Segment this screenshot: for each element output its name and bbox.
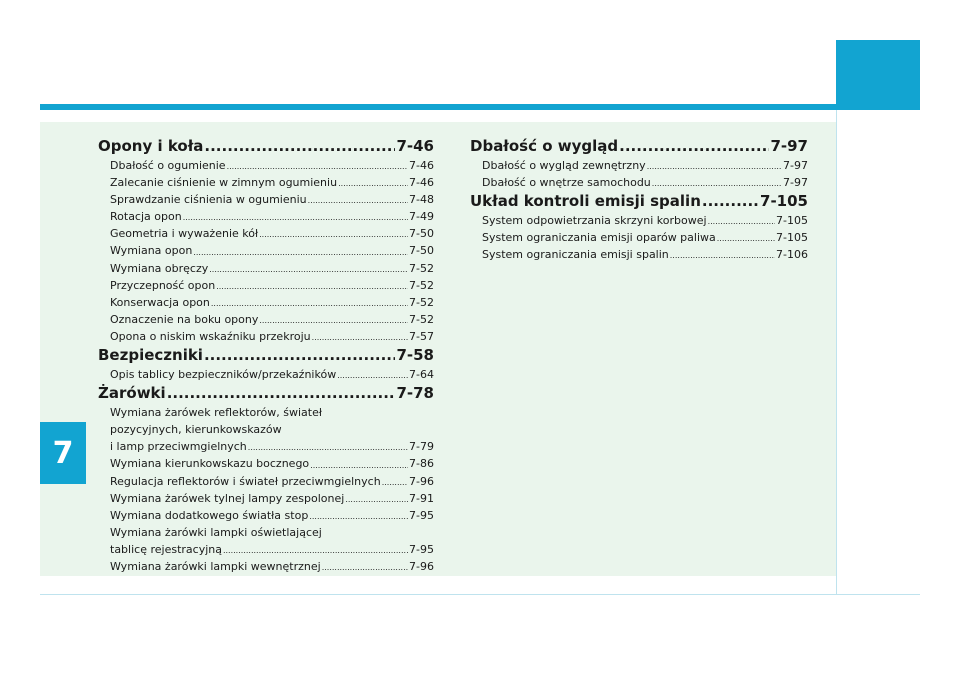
dot-leader (338, 177, 408, 191)
dot-leader (204, 345, 396, 365)
section-title: Bezpieczniki (98, 346, 203, 365)
dot-leader (216, 280, 408, 294)
toc-entry[interactable] (470, 246, 808, 263)
bottom-rule (40, 594, 920, 595)
entry-label: Konserwacja opon (110, 295, 210, 309)
section-page-number: 7-105 (760, 192, 808, 211)
entry-page-number: 7-52 (409, 261, 434, 275)
dot-leader (619, 136, 769, 156)
entry-label: Geometria i wyważenie kół (110, 227, 259, 241)
section-title: Opony i koła (98, 137, 204, 155)
toc-entry[interactable] (98, 277, 434, 294)
entry-page-number: 7-46 (409, 176, 434, 190)
dot-leader (670, 249, 775, 263)
entry-label: Rotacja opon (110, 210, 182, 224)
entry-page-number: 7-46 (409, 159, 434, 172)
toc-entry[interactable] (98, 174, 434, 191)
section-page-number: 7-97 (770, 137, 808, 155)
entry-label: Wymiana żarówek tylnej lampy zespolonej (110, 491, 345, 505)
dot-leader (209, 263, 408, 277)
toc-entry[interactable] (98, 311, 434, 328)
dot-leader (259, 314, 408, 328)
section-page-number: 7-58 (396, 346, 434, 365)
toc-entry[interactable] (98, 328, 434, 345)
entry-label: Wymiana obręczy (110, 261, 209, 275)
entry-page-number: 7-96 (409, 474, 434, 488)
toc-entry[interactable] (98, 366, 434, 383)
toc-entry[interactable] (98, 225, 434, 242)
dot-leader (183, 211, 408, 225)
entry-label: System odpowietrzania skrzyni korbowej (482, 214, 707, 228)
toc-entry[interactable] (470, 229, 808, 246)
entry-page-number: 7-79 (409, 440, 434, 454)
dot-leader (167, 383, 396, 403)
toc-entry[interactable] (98, 191, 434, 208)
entry-page-number: 7-50 (409, 227, 434, 241)
dot-leader (652, 177, 782, 191)
entry-label: Wymiana żarówki lampki wewnętrznej (110, 559, 321, 573)
entry-page-number: 7-52 (409, 295, 434, 309)
entry-page-number: 7-95 (409, 508, 434, 522)
dot-leader (310, 459, 408, 473)
toc-entry[interactable] (98, 541, 434, 558)
toc-section-heading[interactable] (470, 136, 808, 156)
toc-column-left (98, 136, 434, 575)
entry-page-number: 7-105 (776, 231, 808, 245)
dot-leader (308, 194, 408, 208)
toc-entry[interactable] (98, 473, 434, 490)
dot-leader (322, 561, 408, 575)
entry-page-number: 7-95 (409, 542, 434, 556)
toc-section-heading[interactable] (98, 345, 434, 365)
dot-leader (337, 369, 408, 383)
toc-entry-line: Wymiana żarówek reflektorów, świateł (110, 406, 322, 420)
toc-entry-line: Wymiana żarówki lampki oświetlającej (110, 525, 322, 539)
entry-page-number: 7-105 (776, 214, 808, 228)
entry-label: Opona o niskim wskaźniku przekroju (110, 329, 311, 343)
dot-leader (345, 493, 408, 507)
toc-entry[interactable] (98, 455, 434, 472)
dot-leader (193, 246, 408, 260)
top-accent-rule (40, 104, 836, 110)
dot-leader (259, 228, 408, 242)
entry-page-number: 7-52 (409, 312, 434, 326)
entry-label: Dbałość o wnętrze samochodu (482, 176, 651, 190)
toc-entry[interactable] (98, 490, 434, 507)
entry-page-number: 7-57 (409, 329, 434, 343)
dot-leader (312, 331, 408, 345)
toc-entry[interactable] (470, 157, 808, 174)
dot-leader (223, 544, 408, 558)
dot-leader (248, 441, 408, 455)
chapter-number-tab: 7 (40, 422, 86, 484)
dot-leader (309, 510, 408, 524)
entry-label: Sprawdzanie ciśnienia w ogumieniu (110, 193, 307, 207)
entry-label: Dbałość o wygląd zewnętrzny (482, 159, 646, 172)
toc-entry[interactable] (98, 208, 434, 225)
toc-section-heading[interactable] (470, 191, 808, 211)
toc-entry[interactable] (98, 558, 434, 575)
toc-entry[interactable] (98, 507, 434, 524)
dot-leader (647, 160, 782, 174)
chapter-tab-block (836, 40, 920, 110)
entry-page-number: 7-86 (409, 457, 434, 471)
entry-page-number: 7-91 (409, 491, 434, 505)
entry-label: Zalecanie ciśnienie w zimnym ogumieniu (110, 176, 338, 190)
toc-entry[interactable] (470, 174, 808, 191)
toc-section-heading[interactable] (98, 136, 434, 156)
section-title: Żarówki (98, 384, 166, 403)
entry-label: Regulacja reflektorów i świateł przeciwmgielnych (110, 474, 381, 488)
entry-label: Przyczepność opon (110, 278, 216, 292)
dot-leader (708, 215, 775, 229)
dot-leader (211, 297, 408, 311)
entry-page-number: 7-52 (409, 278, 434, 292)
section-page-number: 7-46 (396, 137, 434, 155)
toc-entry[interactable] (98, 157, 434, 174)
toc-entry[interactable] (470, 212, 808, 229)
entry-page-number: 7-97 (783, 176, 808, 190)
entry-label: System ograniczania emisji spalin (482, 248, 669, 262)
toc-column-right (470, 136, 808, 263)
toc-entry[interactable] (98, 438, 434, 455)
entry-label: Wymiana opon (110, 244, 193, 258)
entry-label: i lamp przeciwmgielnych (110, 440, 247, 454)
dot-leader (227, 160, 408, 174)
entry-page-number: 7-96 (409, 559, 434, 573)
entry-label: tablicę rejestracyjną (110, 542, 222, 556)
entry-page-number: 7-49 (409, 210, 434, 224)
side-margin-strip (836, 110, 921, 594)
entry-page-number: 7-64 (409, 368, 434, 382)
dot-leader (702, 191, 759, 211)
toc-entry[interactable] (98, 260, 434, 277)
entry-page-number: 7-48 (409, 193, 434, 207)
entry-label: Dbałość o ogumienie (110, 159, 226, 172)
entry-label: Opis tablicy bezpieczników/przekaźników (110, 368, 337, 382)
entry-label: Oznaczenie na boku opony (110, 312, 259, 326)
entry-label: Wymiana kierunkowskazu bocznego (110, 457, 310, 471)
entry-page-number: 7-106 (776, 248, 808, 262)
section-page-number: 7-78 (396, 384, 434, 403)
dot-leader (204, 136, 395, 156)
entry-page-number: 7-97 (783, 159, 808, 172)
dot-leader (382, 476, 408, 490)
toc-entry[interactable] (98, 242, 434, 259)
entry-label: Wymiana dodatkowego światła stop (110, 508, 309, 522)
toc-entry[interactable] (98, 294, 434, 311)
toc-section-heading[interactable] (98, 383, 434, 403)
toc-entry-line: pozycyjnych, kierunkowskazów (110, 423, 282, 437)
entry-page-number: 7-50 (409, 244, 434, 258)
entry-label: System ograniczania emisji oparów paliwa (482, 231, 716, 245)
section-title: Dbałość o wygląd (470, 137, 619, 155)
section-title: Układ kontroli emisji spalin (470, 192, 701, 211)
dot-leader (717, 232, 775, 246)
